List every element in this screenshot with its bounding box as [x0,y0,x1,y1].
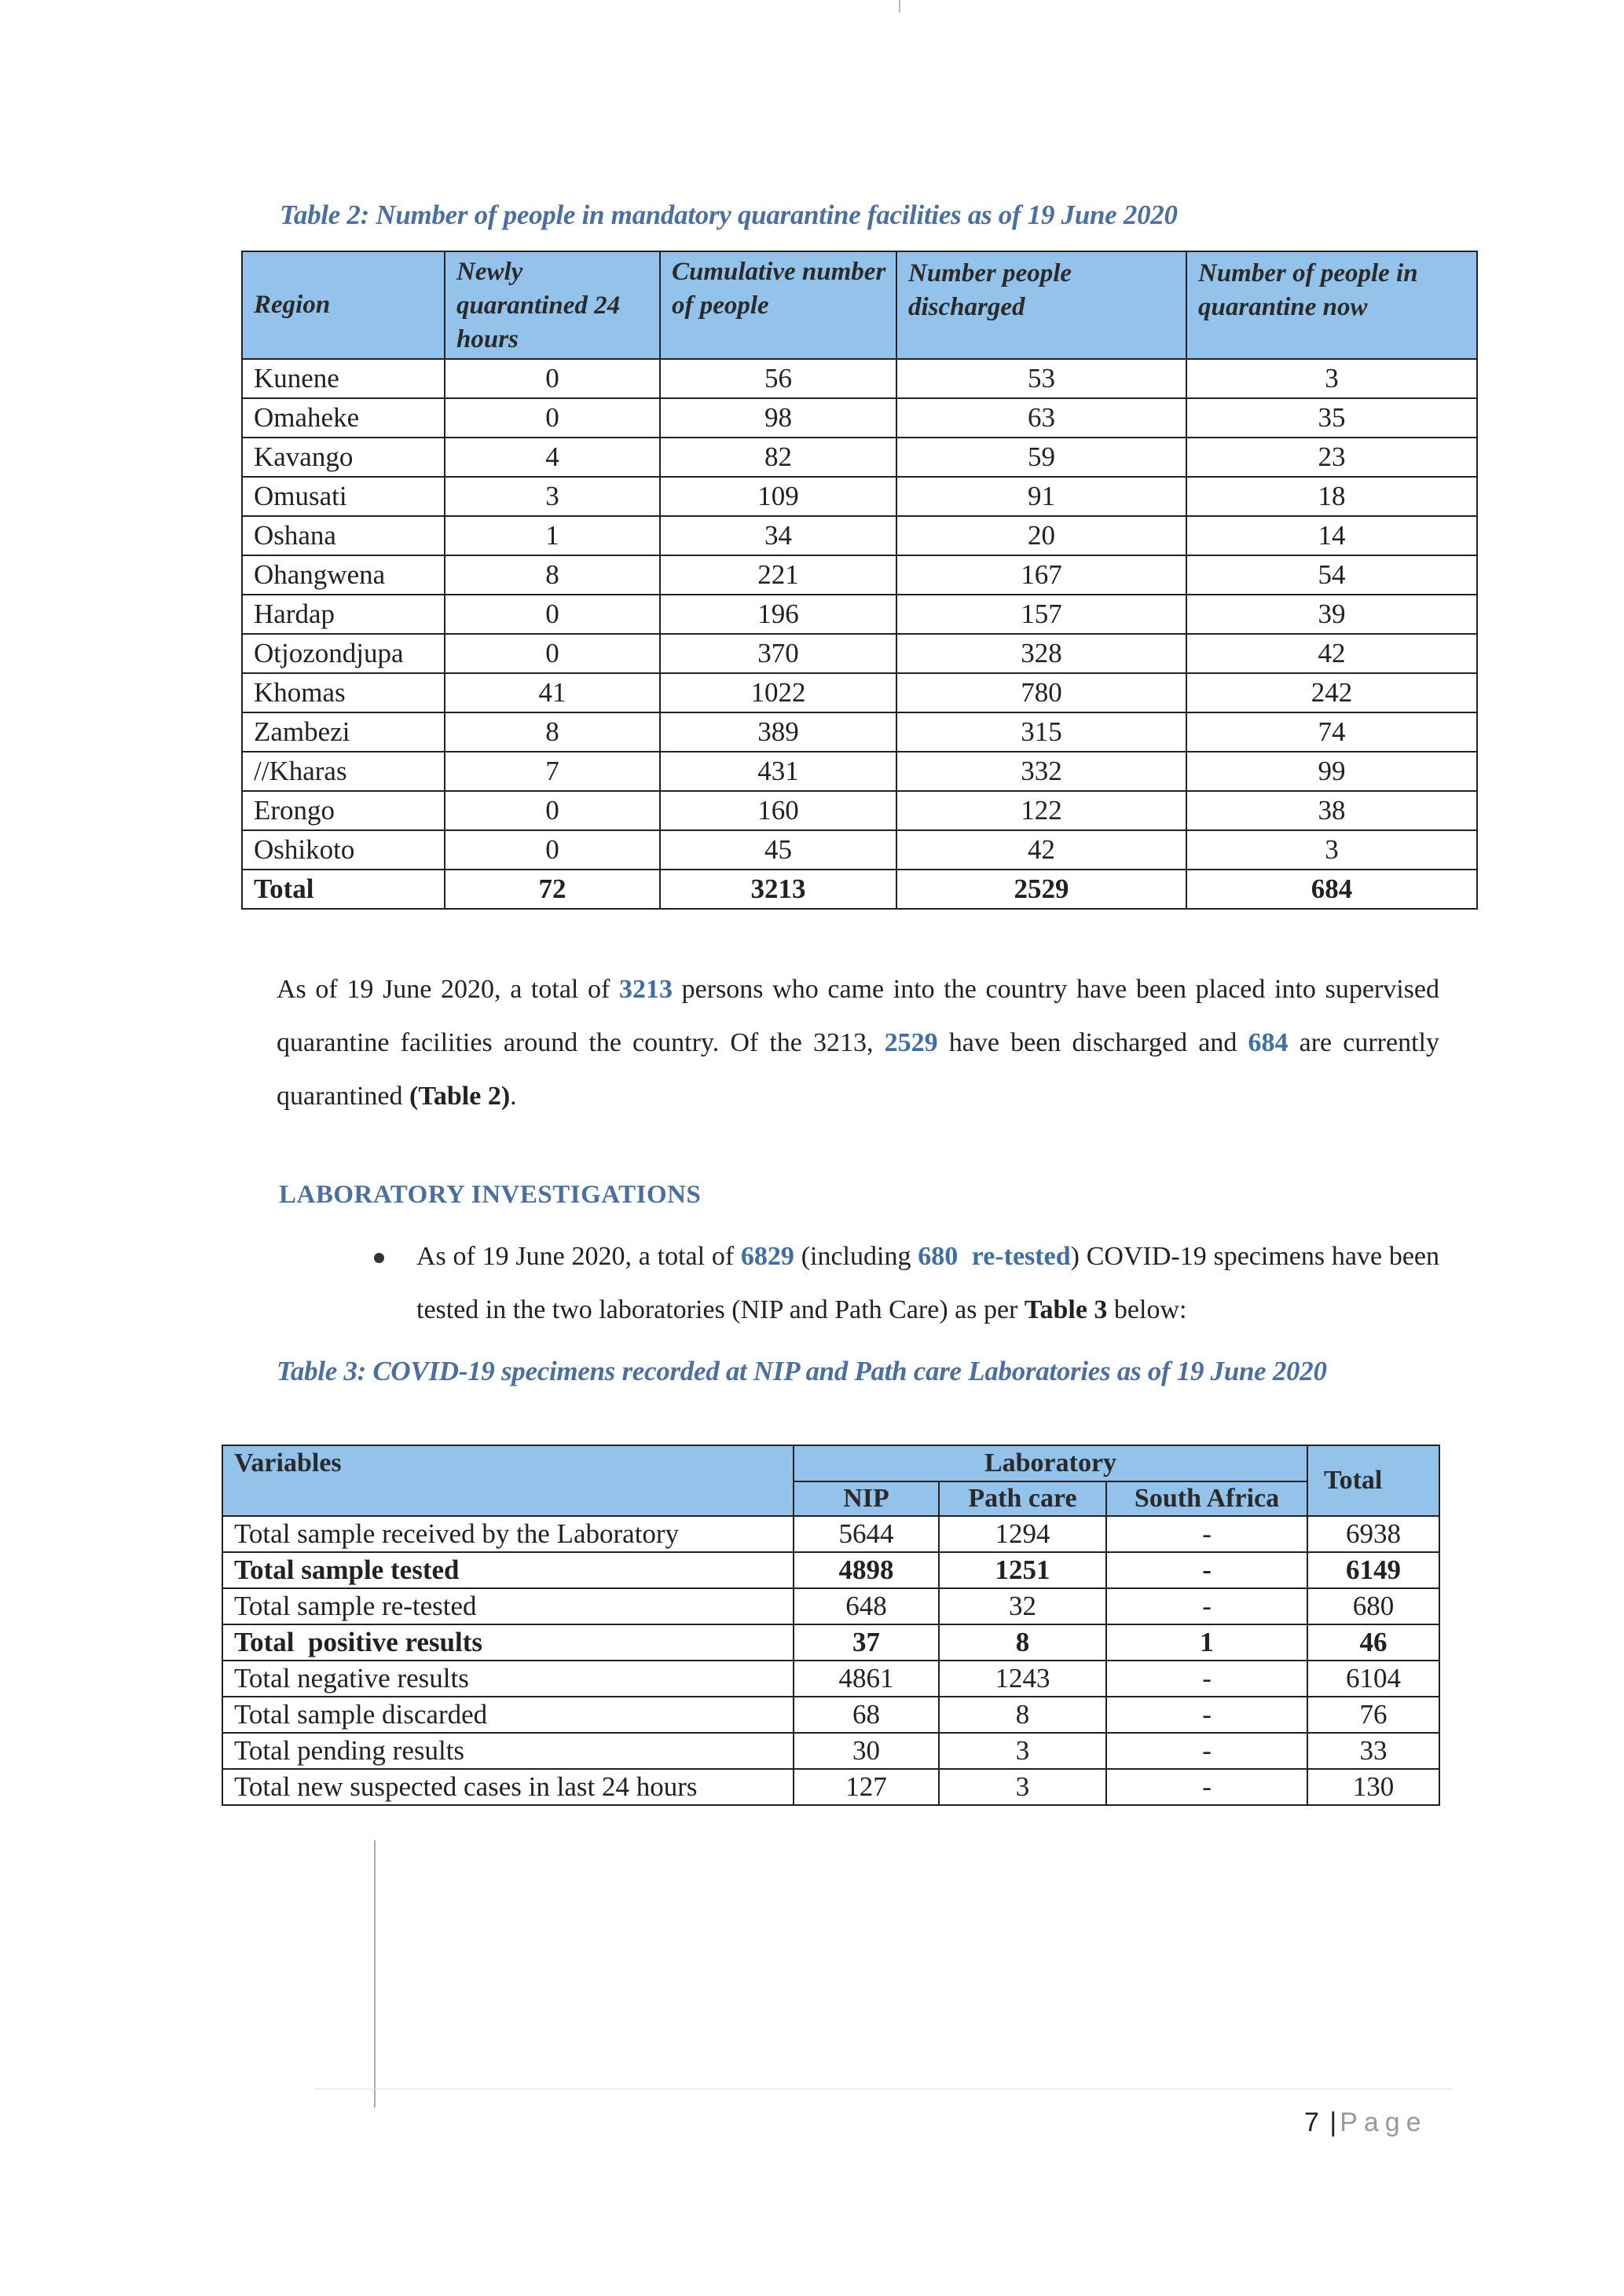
cell-now: 14 [1186,516,1477,555]
cell-cumulative: 98 [660,398,896,438]
cell-now: 42 [1186,634,1477,673]
header-discharged: Number people discharged [896,251,1186,359]
cell-total: 680 [1307,1588,1439,1624]
table2-header-row [242,251,1477,359]
cell-discharged: 167 [896,555,1186,595]
cell-region: Omusati [242,477,445,516]
cell-pathcare: 1251 [939,1552,1106,1588]
table-row [242,438,1477,477]
table-row [242,516,1477,555]
cell-discharged: 2529 [896,870,1186,909]
cell-newly: 72 [445,870,660,909]
table-row [242,830,1477,870]
cell-total: 6104 [1307,1661,1439,1697]
cell-cumulative: 370 [660,634,896,673]
table3-header-row-1 [222,1445,1439,1481]
table-row [222,1661,1439,1697]
cell-newly: 7 [445,752,660,791]
header-pathcare: Path care [939,1481,1106,1516]
cell-pathcare: 1294 [939,1516,1106,1552]
cell-newly: 41 [445,673,660,712]
cell-newly: 0 [445,791,660,830]
cell-now: 3 [1186,830,1477,870]
cell-cumulative: 3213 [660,870,896,909]
page-separator: | [1329,2107,1337,2137]
cell-discharged: 780 [896,673,1186,712]
cell-label: Total positive results [222,1624,794,1661]
cell-newly: 0 [445,359,660,398]
cell-now: 38 [1186,791,1477,830]
bullet-text: (including [794,1242,918,1271]
cell-discharged: 122 [896,791,1186,830]
bullet-text: As of 19 June 2020, a total of [416,1242,741,1271]
cell-region: Total [242,870,445,909]
cell-pathcare: 8 [939,1624,1106,1661]
cell-sa: - [1106,1588,1307,1624]
cell-region: Oshikoto [242,830,445,870]
table-row [242,555,1477,595]
table-row [222,1552,1439,1588]
cell-sa: - [1106,1552,1307,1588]
cell-label: Total sample discarded [222,1697,794,1733]
cell-now: 35 [1186,398,1477,438]
page-label: Page [1340,2107,1428,2137]
header-newly-quarantined: Newly quarantined 24 hours [445,251,660,359]
cell-label: Total sample re-tested [222,1588,794,1624]
cell-now: 18 [1186,477,1477,516]
cell-now: 242 [1186,673,1477,712]
cell-region: Kavango [242,438,445,477]
scan-mark [899,0,900,13]
cell-sa: - [1106,1516,1307,1552]
cell-sa: 1 [1106,1624,1307,1661]
cell-nip: 4861 [794,1661,939,1697]
cell-newly: 0 [445,830,660,870]
cell-label: Total pending results [222,1733,794,1769]
currently-quarantined-value: 684 [1248,1028,1289,1057]
cell-discharged: 53 [896,359,1186,398]
cell-region: Khomas [242,673,445,712]
summary-text: persons who came into the country have been placed into supervised quarantine facilities around the country. Of the 3213, [277,975,1439,1057]
cell-pathcare: 3 [939,1769,1106,1805]
cell-nip: 68 [794,1697,939,1733]
table2-caption: Table 2: Number of people in mandatory quarantine facilities as of 19 June 2020 [280,200,1178,230]
summary-text: are currently quarantined [277,1028,1439,1111]
cell-region: Omaheke [242,398,445,438]
table3-caption: Table 3: COVID-19 specimens recorded at NIP and Path care Laboratories as of 19 June 2020 [277,1356,1327,1386]
cell-discharged: 42 [896,830,1186,870]
cell-discharged: 157 [896,595,1186,634]
cell-cumulative: 221 [660,555,896,595]
bullet-icon [374,1253,384,1263]
header-laboratory: Laboratory [794,1445,1307,1481]
laboratory-table [222,1445,1440,1806]
cell-now: 3 [1186,359,1477,398]
header-variables: Variables [222,1445,794,1516]
header-nip: NIP [794,1481,939,1516]
cell-newly: 8 [445,712,660,752]
cell-newly: 4 [445,438,660,477]
table-row [242,791,1477,830]
cell-discharged: 20 [896,516,1186,555]
summary-text: As of 19 June 2020, a total of [277,975,619,1004]
cell-cumulative: 196 [660,595,896,634]
cell-label: Total sample tested [222,1552,794,1588]
cell-newly: 3 [445,477,660,516]
scan-margin-line [374,1840,376,2107]
cell-cumulative: 82 [660,438,896,477]
summary-text: have been discharged and [937,1028,1248,1057]
cell-cumulative: 160 [660,791,896,830]
cell-newly: 1 [445,516,660,555]
cell-total: 46 [1307,1624,1439,1661]
cell-newly: 0 [445,634,660,673]
cell-region: Oshana [242,516,445,555]
page-footer [1304,2107,1428,2138]
table-row [242,359,1477,398]
retested-value: 680 re-tested [918,1242,1071,1271]
cell-now: 684 [1186,870,1477,909]
table-row [222,1588,1439,1624]
cell-newly: 8 [445,555,660,595]
cell-nip: 648 [794,1588,939,1624]
cell-total: 33 [1307,1733,1439,1769]
cell-sa: - [1106,1661,1307,1697]
cell-label: Total sample received by the Laboratory [222,1516,794,1552]
discharged-value: 2529 [884,1028,938,1057]
cell-cumulative: 1022 [660,673,896,712]
cell-region: //Kharas [242,752,445,791]
cell-nip: 37 [794,1624,939,1661]
bullet-text: ) COVID-19 specimens have been tested in the two laboratories (NIP and Path Care) as per [416,1242,1439,1324]
table-row [222,1733,1439,1769]
cell-newly: 0 [445,595,660,634]
header-region: Region [242,251,445,359]
cell-nip: 127 [794,1769,939,1805]
cell-sa: - [1106,1697,1307,1733]
cell-cumulative: 45 [660,830,896,870]
cell-region: Ohangwena [242,555,445,595]
table-total-row [242,870,1477,909]
cell-label: Total negative results [222,1661,794,1697]
cell-pathcare: 1243 [939,1661,1106,1697]
bullet-text: below: [1107,1295,1187,1324]
cell-total: 6149 [1307,1552,1439,1588]
cell-discharged: 91 [896,477,1186,516]
total-specimens-value: 6829 [740,1242,794,1271]
header-cumulative: Cumulative number of people [660,251,896,359]
cell-cumulative: 56 [660,359,896,398]
header-total: Total [1307,1445,1439,1516]
cell-total: 130 [1307,1769,1439,1805]
cell-discharged: 59 [896,438,1186,477]
cell-region: Kunene [242,359,445,398]
table-row [242,634,1477,673]
cell-newly: 0 [445,398,660,438]
cell-region: Otjozondjupa [242,634,445,673]
total-quarantined-value: 3213 [619,975,673,1004]
cell-region: Hardap [242,595,445,634]
cell-cumulative: 109 [660,477,896,516]
cell-cumulative: 34 [660,516,896,555]
cell-label: Total new suspected cases in last 24 hours [222,1769,794,1805]
table-row [242,595,1477,634]
cell-now: 23 [1186,438,1477,477]
table-row [222,1624,1439,1661]
quarantine-summary [277,963,1439,1123]
cell-cumulative: 431 [660,752,896,791]
table-row [222,1697,1439,1733]
header-south-africa: South Africa [1106,1481,1307,1516]
cell-nip: 30 [794,1733,939,1769]
table-row [242,712,1477,752]
quarantine-table [241,251,1478,910]
lab-bullet-text [416,1230,1439,1337]
cell-cumulative: 389 [660,712,896,752]
cell-nip: 4898 [794,1552,939,1588]
table-row [222,1516,1439,1552]
page-number: 7 [1304,2107,1319,2137]
cell-now: 39 [1186,595,1477,634]
table2-reference: (Table 2) [409,1082,511,1111]
cell-pathcare: 32 [939,1588,1106,1624]
cell-discharged: 328 [896,634,1186,673]
cell-now: 99 [1186,752,1477,791]
table3-reference: Table 3 [1024,1295,1108,1324]
table-row [222,1769,1439,1805]
table-row [242,673,1477,712]
table-row [242,752,1477,791]
table-row [242,477,1477,516]
table-row [242,398,1477,438]
cell-nip: 5644 [794,1516,939,1552]
cell-discharged: 315 [896,712,1186,752]
cell-total: 6938 [1307,1516,1439,1552]
cell-pathcare: 3 [939,1733,1106,1769]
lab-section-heading: LABORATORY INVESTIGATIONS [279,1181,702,1209]
summary-text: . [510,1082,517,1111]
cell-now: 74 [1186,712,1477,752]
cell-sa: - [1106,1733,1307,1769]
cell-region: Erongo [242,791,445,830]
cell-discharged: 63 [896,398,1186,438]
cell-now: 54 [1186,555,1477,595]
header-in-quarantine: Number of people in quarantine now [1186,251,1477,359]
cell-sa: - [1106,1769,1307,1805]
cell-pathcare: 8 [939,1697,1106,1733]
cell-region: Zambezi [242,712,445,752]
cell-discharged: 332 [896,752,1186,791]
cell-total: 76 [1307,1697,1439,1733]
